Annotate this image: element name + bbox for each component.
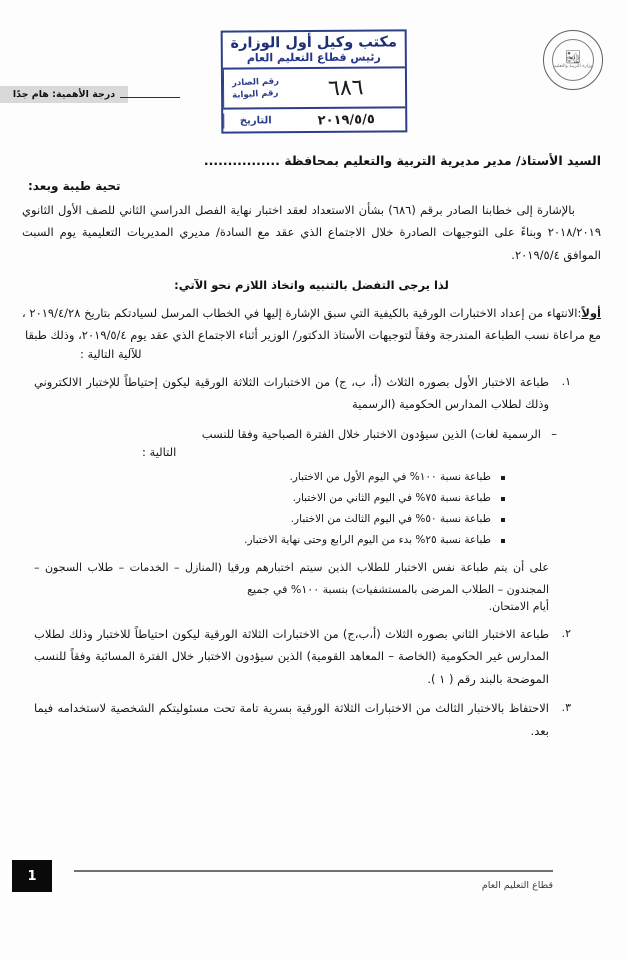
dash-item-text: الرسمية لغات) الذين سيؤدون الاختبار خلال الفترة الصباحية وفقا للنسب (201, 426, 541, 441)
document-body (0, 150, 627, 742)
stamp-outgoing-value-cell (286, 68, 404, 107)
stamp-outgoing-labels (222, 69, 286, 107)
list-item-1-marker: ١. (561, 374, 571, 388)
list-item-1 (34, 371, 571, 416)
list-item-2 (34, 623, 571, 690)
stamp-date-value: ٢٠١٩/٥/٥ (317, 111, 375, 128)
bullet-item-4: طباعة نسبة ٢٥% بدء من اليوم الرابع وحتى نهاية الاختبار. (22, 530, 505, 551)
footer-label: قطاع التعليم العام (481, 880, 553, 891)
first-section-text: :الانتهاء من إعداد الاختبارات الورقية بالكيفية التي سبق الإشارة إليها في الخطاب المرسل لسيادتكم بتاريخ ٢٠١٩/٤/٢٨ ، مع مراعاة نسب الطباعة المندرجة وفقاً لتوجيهات الأستاذ الدكتور/ الوزير أثناء الاجتماع الذي عقد يوم ٢٠١٩/٥/٤، وذلك طبقا (22, 306, 601, 343)
stamp-date-row (223, 106, 405, 131)
first-section-paragraph (22, 302, 601, 347)
dash-item-tail: التالية : (142, 445, 177, 460)
percentage-bullet-list (22, 467, 601, 551)
list-item-3 (34, 697, 571, 742)
list-item-2-text: طباعة الاختبار الثاني بصوره الثلاث (أ،ب،ج) من الاختبارات الثلاثة الورقية ليكون احتياطاً للاختبار وذلك لطلاب المدارس غير الحكومية (الخاصة – المعاهد القومية) الذين سيؤدون الاختبار خلال الفترة المسائية وفقاً للنسب الموضحة بالبند رقم ( ١ ). (34, 627, 549, 686)
seal-inner-text: وزارة التربية والتعليم (553, 63, 593, 69)
footer-divider (74, 870, 553, 872)
seal-outer-ring (543, 30, 603, 90)
dash-item-wrap (22, 423, 601, 459)
official-stamp-box (220, 29, 407, 133)
first-section-label: أولاً (581, 306, 601, 321)
document-footer (0, 864, 627, 924)
dash-item (34, 423, 557, 445)
eagle-icon: 🏜 (564, 49, 582, 65)
special-cases-note: على أن يتم طباعة نفس الاختبار للطلاب الذين سيتم اختبارهم ورقيا (المنازل – الخدمات – طلاب السجون – المجندون – الطلاب المرضى بالمستشفيات) بنسبة ١٠٠% في جميع (34, 561, 549, 596)
priority-rule (120, 97, 180, 98)
first-section-tail: للآلية التالية : (80, 346, 142, 361)
bullet-item-2: طباعة نسبة ٧٥% في اليوم الثاني من الاختبار. (22, 488, 505, 509)
intro-paragraph: بالإشارة إلى خطابنا الصادر برقم (٦٨٦) بشأن الاستعداد لعقد اختبار نهاية الفصل الدراسي الثاني للصف الأول الثانوي ٢٠١٨/٢٠١٩ وبناءً على التوجيهات الصادرة خلال الاجتماع الذي عقد مع السادة/ مديري المديريات التعليمية يوم السبت الموافق ٢٠١٩/٥/٤. (22, 202, 601, 262)
list-item-3-text: الاحتفاظ بالاختبار الثالث من الاختبارات الثلاثة الورقية بسرية تامة تحت مسئوليتكم الشخصية لاستخدامه فيما بعد. (34, 701, 549, 738)
stamp-title: مكتب وكيل أول الوزارة (229, 34, 397, 52)
stamp-outgoing-label: رقم الصادر (231, 76, 279, 89)
bullet-item-1: طباعة نسبة ١٠٠% في اليوم الأول من الاختبار. (22, 467, 505, 488)
list-item-3-marker: ٣. (561, 701, 571, 715)
stamp-subtitle: رئيس قطاع التعليم العام (246, 50, 381, 65)
stamp-gate-label: رقم البوابة (231, 88, 279, 101)
list-item-2-marker: ٢. (561, 627, 571, 640)
document-header (0, 0, 627, 150)
bullet-item-3: طباعة نسبة ٥٠% في اليوم الثالث من الاختبار. (22, 509, 505, 530)
stamp-outgoing-number: ٦٨٦ (327, 74, 364, 101)
numbered-list (22, 371, 601, 416)
special-cases-note-tail: أيام الامتحان. (488, 600, 549, 613)
request-line: لذا يرجى التفضل بالتنبيه واتخاذ اللازم نحو الآتي: (174, 278, 449, 293)
salutation-line: تحية طيبة وبعد: (28, 178, 121, 193)
page-number-badge: 1 (12, 860, 52, 892)
seal-inner-ring (552, 39, 594, 81)
numbered-list-continued (22, 623, 601, 742)
list-item-1-text: طباعة الاختبار الأول بصوره الثلاث (أ، ب، ج) من الاختبارات الثلاثة الورقية ليكون إحتياطاً للإختبار الالكتروني وذلك لطلاب المدارس الحكومية (الرسمية (34, 374, 549, 412)
republic-emblem-seal (543, 30, 603, 90)
addressee-line: السيد الأستاذ/ مدير مديرية التربية والتعليم بمحافظة ................ (203, 153, 601, 168)
priority-badge: درجة الأهمية: هام جدًا (0, 86, 128, 103)
stamp-outgoing-row (222, 68, 404, 107)
stamp-date-label: التاريخ (223, 113, 287, 128)
dash-item-marker: – (551, 426, 557, 441)
